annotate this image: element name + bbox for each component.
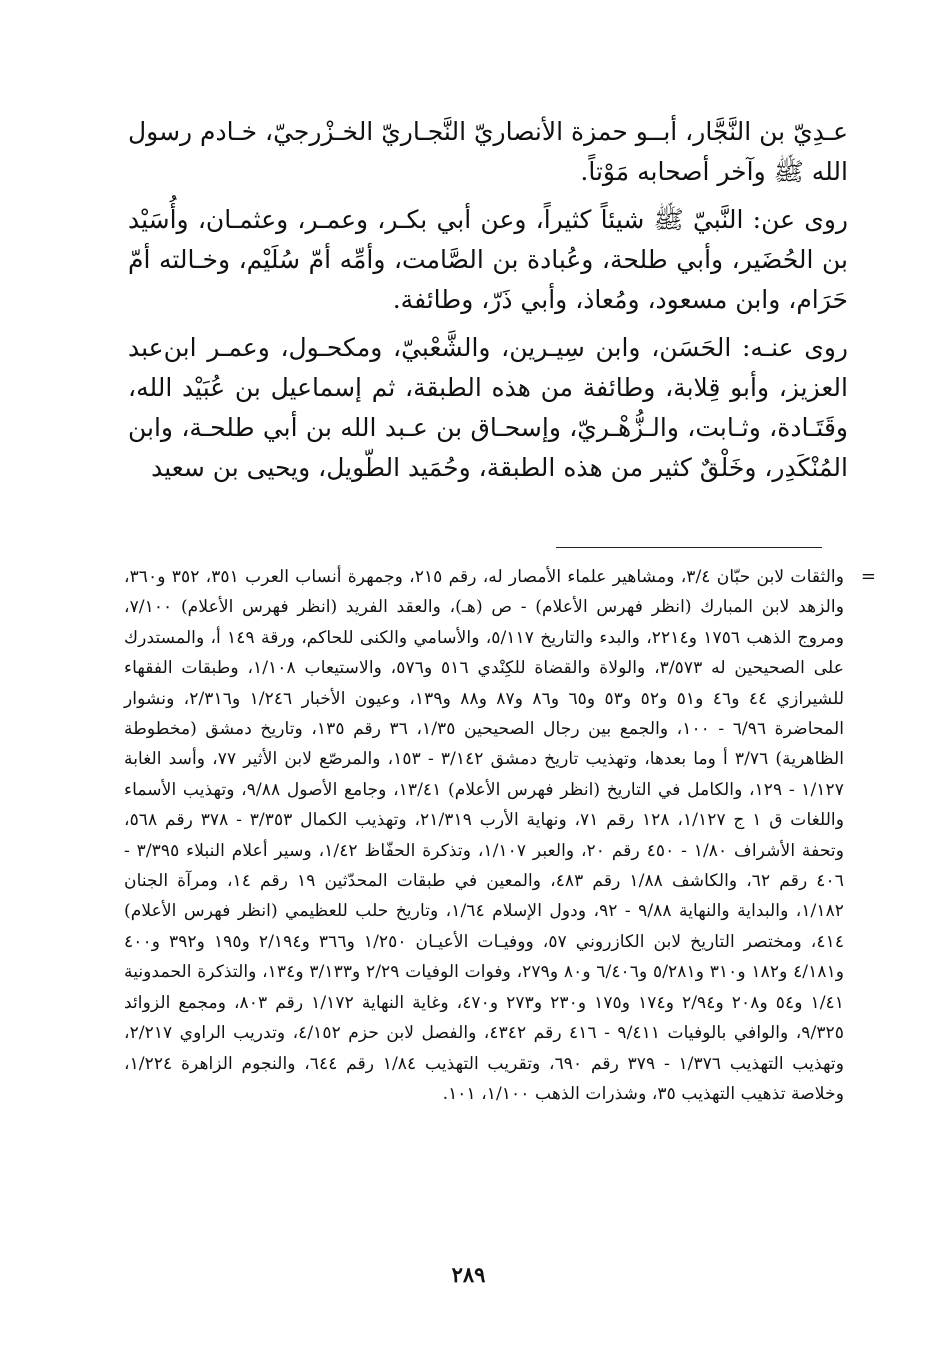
narrated-from-paragraph: روى عن: النَّبيّ ﷺ شيئاً كثيراً، وعن أبي بكـر، وعمـر، وعثمـان، وأُسَيْد بن الحُضَير، وأبي طلحة، وعُبادة بن الصَّامت، وأمِّه أمّ سُلَيْم، وخـالته أمّ حَرَام، وابن مسعود، ومُعاذ، وأبي ذَرّ، وطائفة.: [128, 205, 848, 314]
footnote-continuation-marker: =: [860, 566, 876, 587]
biography-paragraph: عـدِيّ بن النَّجَّار، أبــو حمزة الأنصاريّ النَّجـاريّ الخـزْرجيّ، خـادم رسول الله ﷺ وآخر أصحابه مَوْتاً.: [128, 117, 848, 186]
footnote: [124, 562, 876, 1109]
narrators-paragraph: روى عنـه: الحَسَن، وابن سِيـرين، والشَّعْبيّ، ومكحـول، وعمـر ابن‌عبد العزيز، وأبو قِلابة، وطائفة من هذه الطبقة، ثم إسماعيل بن عُبَيْد الله، وقَتَـادة، وثـابت، والـزُّهْـريّ، وإسحـاق بن عـبد الله بن أبي طلحـة، وابن المُنْكَدِر، وخَلْقٌ كثير من هذه الطبقة، وحُمَيد الطّويل، ويحيى بن سعيد: [128, 333, 848, 482]
page-number: ٢٨٩: [451, 1262, 486, 1287]
main-text: [128, 112, 848, 488]
footnote-text: والثقات لابن حبّان ٣/٤، ومشاهير علماء الأمصار له، رقم ٢١٥، وجمهرة أنساب العرب ٣٥١، ٣٥٢ و٣٦٠، والزهد لابن المبارك (انظر فهرس الأعلام) - ص (هـ)، والعقد الفريد (انظر فهرس الأعلام) ٧/١٠٠، ومروج الذهب ١٧٥٦ و٢٢١٤، والبدء والتاريخ ٥/١١٧، والأسامي والكنى للحاكم، ورقة ١٤٩ أ، والمستدرك على الصحيحين له ٣/٥٧٣، والولاة والقضاة للكِنْدي ٥١٦ و٥٧٦، والاستيعاب ١/١٠٨، وطبقات الفقهاء للشيرازي ٤٤ و٤٦ و٥١ و٥٢ و٥٣ و٦٥ و٨٦ و٨٧ و٨٨ و١٣٩، وعيون الأخبار ١/٢٤٦ و٢/٣١٦، ونشوار المحاضرة ٦/٩٦ - ١٠٠، والجمع بين رجال الصحيحين ١/٣٥، ٣٦ رقم ١٣٥، وتاريخ دمشق (مخطوطة الظاهرية) ٣/٧٦ أ وما بعدها، وتهذيب تاريخ دمشق ٣/١٤٢ - ١٥٣، والمرصّع لابن الأثير ٧٧، وأسد الغابة ١/١٢٧ - ١٢٩، والكامل في التاريخ (انظر فهرس الأعلام) ١٣/٤١، وجامع الأصول ٩/٨٨، وتهذيب الأسماء واللغات ق ١ ج ١/١٢٧، ١٢٨ رقم ٧١، ونهاية الأرب ٢١/٣١٩، وتهذيب الكمال ٣/٣٥٣ - ٣٧٨ رقم ٥٦٨، وتحفة الأشراف ١/٨٠ - ٤٥٠ رقم ٢٠، والعبر ١/١٠٧، وتذكرة الحفّاظ ١/٤٢، وسير أعلام النبلاء ٣/٣٩٥ - ٤٠٦ رقم ٦٢، والكاشف ١/٨٨ رقم ٤٨٣، والمعين في طبقات المحدّثين ١٩ رقم ١٤، ومرآة الجنان ١/١٨٢، والبداية والنهاية ٩/٨٨ - ٩٢، ودول الإسلام ١/٦٤، وتاريخ حلب للعظيمي (انظر فهرس الأعلام) ٤١٤، ومختصر التاريخ لابن الكازروني ٥٧، ووفيـات الأعيـان ١/٢٥٠ و٣٦٦ و٢/١٩٤ و١٩٥ و٣٩٢ و٤٠٠ و٤/١٨١ و١٨٢ و٣١٠ و٥/٢٨١ و٦/٤٠٦ و٨٠ و٢٧٩، وفوات الوفيات ٢/٢٩ و٣/١٣٣ و١٣٤، والتذكرة الحمدونية ١/٤١ و٥٤ و٢٠٨ و٢/٩٤ و١٧٤ و١٧٥ و٢٣٠ و٢٧٣ و٤٧٠، وغاية النهاية ١/١٧٢ رقم ٨٠٣، ومجمع الزوائد ٩/٣٢٥، والوافي بالوفيات ٩/٤١١ - ٤١٦ رقم ٤٣٤٢، والفصل لابن حزم ٤/١٥٢، وتدريب الراوي ٢/٢١٧، وتهذيب التهذيب ١/٣٧٦ - ٣٧٩ رقم ٦٩٠، وتقريب التهذيب ١/٨٤ رقم ٦٤٤، والنجوم الزاهرة ١/٢٢٤، وخلاصة تذهيب التهذيب ٣٥، وشذرات الذهب ١/١٠٠، ١٠١.: [124, 567, 845, 1104]
footnote-separator: [556, 547, 822, 548]
